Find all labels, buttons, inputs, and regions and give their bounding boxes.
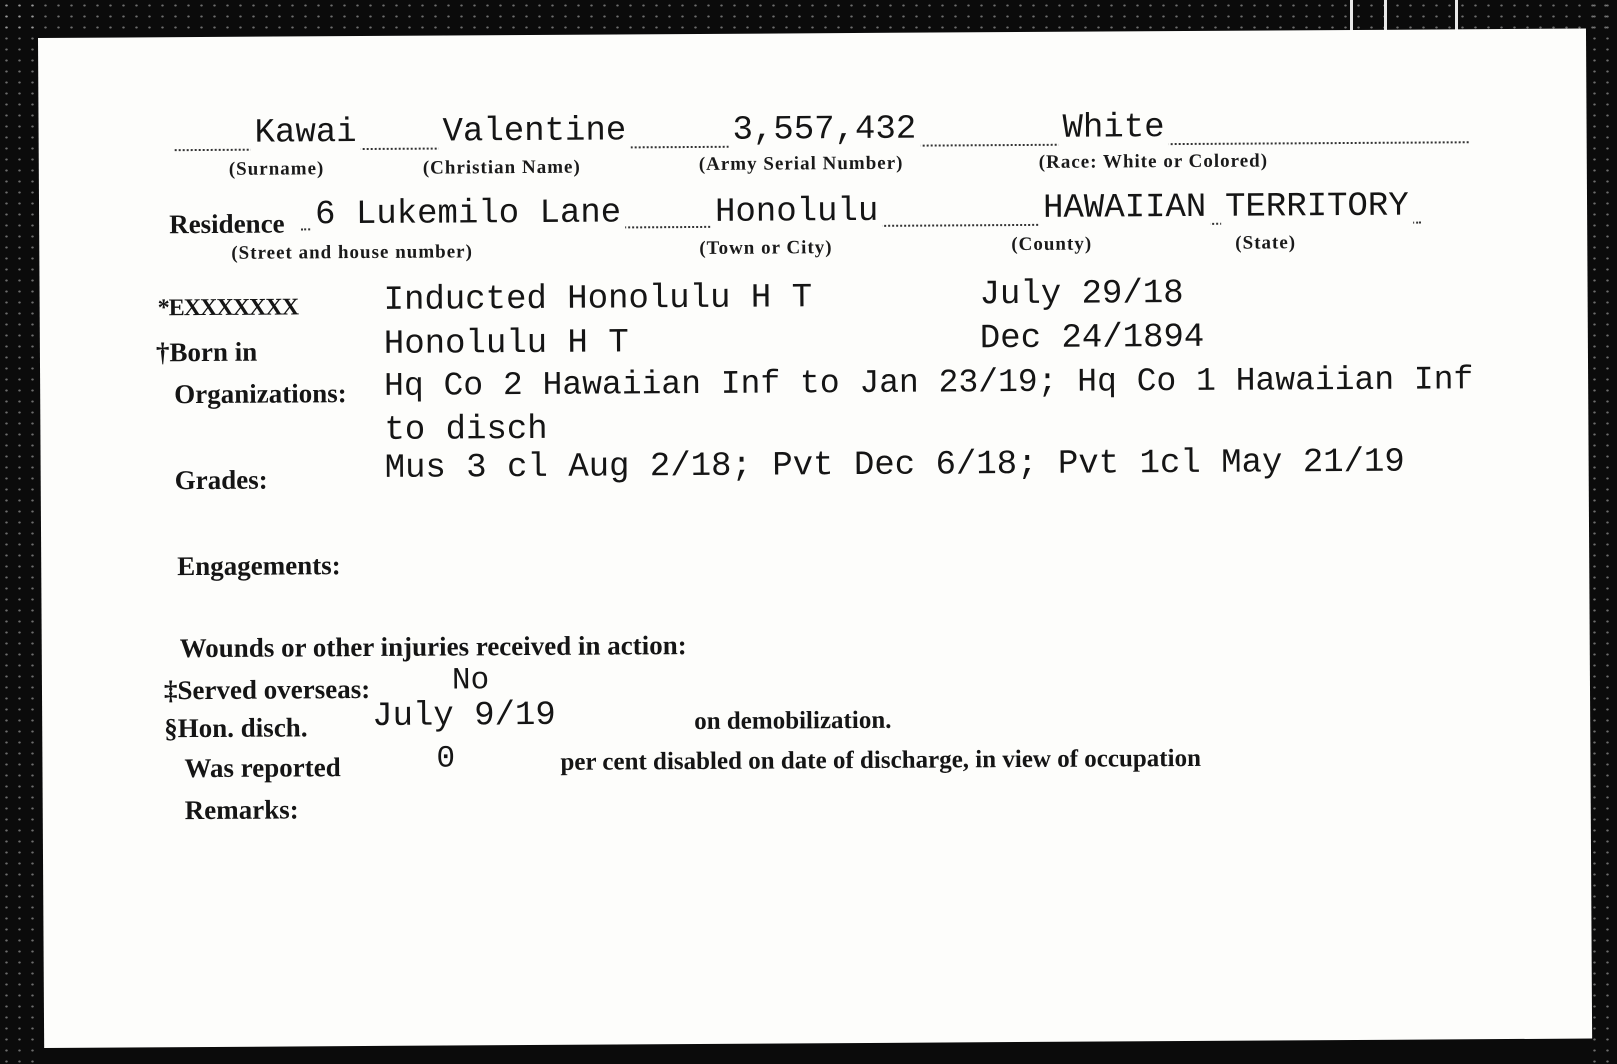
race-value: White bbox=[1058, 109, 1168, 148]
race-caption: (Race: White or Colored) bbox=[1038, 150, 1269, 173]
surname-caption: (Surname) bbox=[228, 158, 325, 180]
served-overseas-value: No bbox=[451, 663, 490, 699]
served-overseas-label: ‡Served overseas: bbox=[163, 673, 371, 706]
surname-value: Kawai bbox=[250, 114, 360, 153]
inducted-label: *EXXXXXXX bbox=[157, 294, 299, 322]
inducted-place-value: Inducted Honolulu H T bbox=[383, 279, 813, 320]
hon-disch-label: §Hon. disch. bbox=[164, 712, 308, 744]
residence-county-value: HAWAIIAN bbox=[1039, 189, 1210, 228]
serial-number-caption: (Army Serial Number) bbox=[698, 152, 904, 175]
born-place-value: Honolulu H T bbox=[383, 324, 629, 364]
residence-town-value: Honolulu bbox=[711, 193, 882, 232]
residence-label: Residence bbox=[169, 208, 285, 240]
christian-name-value: Valentine bbox=[438, 112, 630, 151]
disability-percent-value: 0 bbox=[436, 741, 456, 777]
born-date-value: Dec 24/1894 bbox=[979, 318, 1205, 359]
serial-number-value: 3,557,432 bbox=[728, 111, 920, 150]
street-caption: (Street and house number) bbox=[231, 241, 473, 264]
disability-text: per cent disabled on date of discharge, in view of occupation bbox=[560, 744, 1202, 776]
organizations-line1: Hq Co 2 Hawaiian Inf to Jan 23/19; Hq Co 1 Hawaiian Inf bbox=[384, 361, 1474, 405]
hon-disch-date-value: July 9/19 bbox=[372, 696, 556, 736]
service-record-card bbox=[38, 29, 1592, 1048]
demobilization-text: on demobilization. bbox=[694, 706, 892, 736]
town-caption: (Town or City) bbox=[699, 237, 833, 259]
grades-value: Mus 3 cl Aug 2/18; Pvt Dec 6/18; Pvt 1cl May 21/19 bbox=[384, 443, 1405, 488]
remarks-label: Remarks: bbox=[184, 794, 299, 826]
county-caption: (County) bbox=[1011, 233, 1093, 256]
scan-line-1 bbox=[1350, 0, 1353, 34]
christian-name-caption: (Christian Name) bbox=[422, 156, 581, 179]
engagements-label: Engagements: bbox=[177, 550, 341, 582]
scan-noise-right bbox=[1588, 0, 1617, 1064]
residence-street-value: 6 Lukemilo Lane bbox=[311, 194, 625, 234]
organizations-label: Organizations: bbox=[174, 378, 347, 410]
state-caption: (State) bbox=[1235, 232, 1297, 254]
inducted-date-value: July 29/18 bbox=[979, 275, 1184, 315]
was-reported-label: Was reported bbox=[184, 752, 341, 784]
organizations-line2: to disch bbox=[384, 410, 548, 450]
residence-state-value: TERRITORY bbox=[1221, 188, 1413, 227]
grades-label: Grades: bbox=[174, 464, 268, 496]
scan-noise-left bbox=[0, 0, 36, 1064]
wounds-label: Wounds or other injuries received in action: bbox=[179, 630, 687, 664]
born-label: †Born in bbox=[155, 336, 258, 368]
